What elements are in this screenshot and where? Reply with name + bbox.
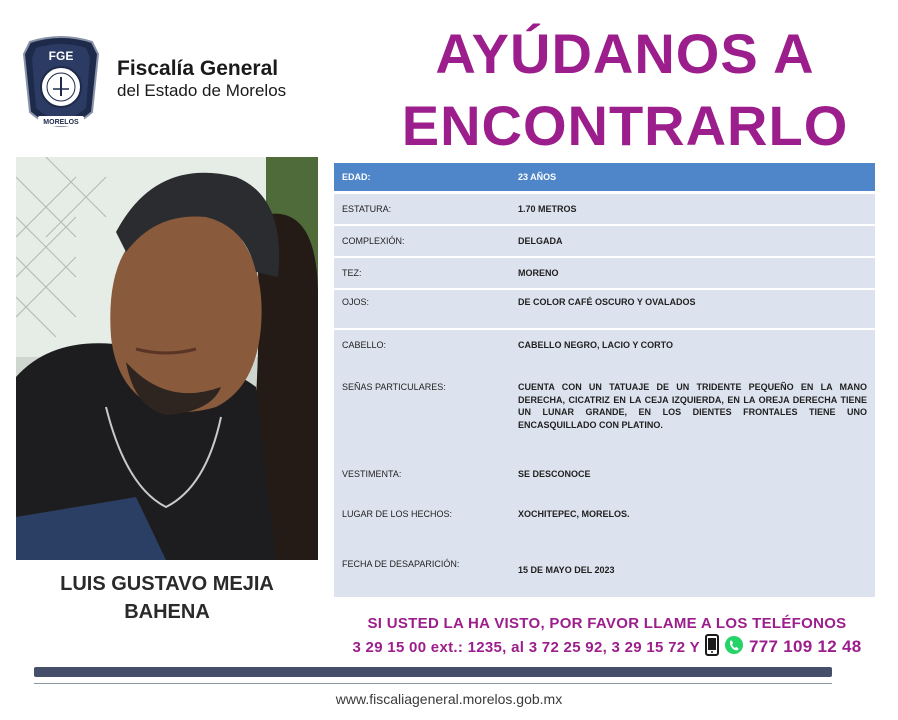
detail-label: VESTIMENTA: xyxy=(342,469,402,479)
detail-label: ESTATURA: xyxy=(342,204,392,214)
detail-value: CUENTA CON UN TATUAJE DE UN TRIDENTE PEQUEÑO EN LA MANO DERECHA, CICATRIZ EN LA CEJA IZQUIERDA, EN LA OREJA DERECHA TIENE UN LUNAR GRANDE, EN LOS DIENTES FRONTALES TIENE UNO ENCASQUILLADO CON PLATINO. xyxy=(518,382,867,430)
detail-label: COMPLEXIÓN: xyxy=(342,236,405,246)
table-row xyxy=(334,469,875,483)
org-name-line1: Fiscalía General xyxy=(117,57,279,80)
detail-value: SE DESCONOCE xyxy=(518,469,591,479)
detail-value: 23 AÑOS xyxy=(518,172,557,182)
org-name xyxy=(117,58,286,102)
call-to-action: SI USTED LA HA VISTO, POR FAVOR LLAME A LOS TELÉFONOS xyxy=(367,615,847,632)
page-title xyxy=(360,18,890,162)
website-link[interactable]: www.fiscaliageneral.morelos.gob.mx xyxy=(335,691,563,707)
details-table xyxy=(334,163,875,597)
detail-value: 1.70 METROS xyxy=(518,204,577,214)
detail-value: DELGADA xyxy=(518,236,563,246)
detail-label: FECHA DE DESAPARICIÓN: xyxy=(342,559,460,569)
badge-icon xyxy=(22,34,100,142)
headline-line2: ENCONTRARLO xyxy=(401,94,849,157)
portrait-image xyxy=(16,157,318,560)
detail-value: XOCHITEPEC, MORELOS. xyxy=(518,509,630,519)
whatsapp-icon xyxy=(724,635,744,660)
detail-label: SEÑAS PARTICULARES: xyxy=(342,382,446,392)
phone-numbers xyxy=(322,634,892,660)
person-name-line2: BAHENA xyxy=(124,601,210,623)
table-row xyxy=(334,340,875,354)
detail-value: CABELLO NEGRO, LACIO Y CORTO xyxy=(518,340,674,350)
table-row xyxy=(334,258,875,288)
detail-label: CABELLO: xyxy=(342,340,387,350)
footer-bar xyxy=(34,667,832,677)
detail-label: TEZ: xyxy=(342,268,362,278)
whatsapp-number: 777 109 12 48 xyxy=(748,637,862,656)
table-row xyxy=(334,163,875,191)
org-name-line2: del Estado de Morelos xyxy=(117,81,287,100)
footer-divider xyxy=(34,683,832,684)
detail-value: MORENO xyxy=(518,268,559,278)
table-row xyxy=(334,559,875,573)
table-row xyxy=(334,226,875,256)
detail-value: 15 DE MAYO DEL 2023 xyxy=(518,565,615,575)
table-row xyxy=(334,290,875,328)
person-name xyxy=(16,570,318,626)
headline-line1: AYÚDANOS A xyxy=(435,22,815,85)
detail-value: DE COLOR CAFÉ OSCURO Y OVALADOS xyxy=(518,297,696,307)
missing-person-photo xyxy=(16,157,318,560)
detail-label: OJOS: xyxy=(342,297,370,307)
table-body-block xyxy=(334,330,875,597)
detail-label: LUGAR DE LOS HECHOS: xyxy=(342,509,453,519)
phone-icon xyxy=(705,634,719,661)
badge-top-text: FGE xyxy=(48,49,74,63)
table-row xyxy=(334,381,875,433)
person-name-line1: LUIS GUSTAVO MEJIA xyxy=(60,573,274,595)
table-row xyxy=(334,509,875,523)
phone-list: 3 29 15 00 ext.: 1235, al 3 72 25 92, 3 29 15 72 Y xyxy=(352,638,700,656)
fge-badge-logo xyxy=(22,34,100,142)
badge-bottom-text: MORELOS xyxy=(43,119,79,126)
detail-label: EDAD: xyxy=(342,172,371,182)
table-row xyxy=(334,194,875,224)
